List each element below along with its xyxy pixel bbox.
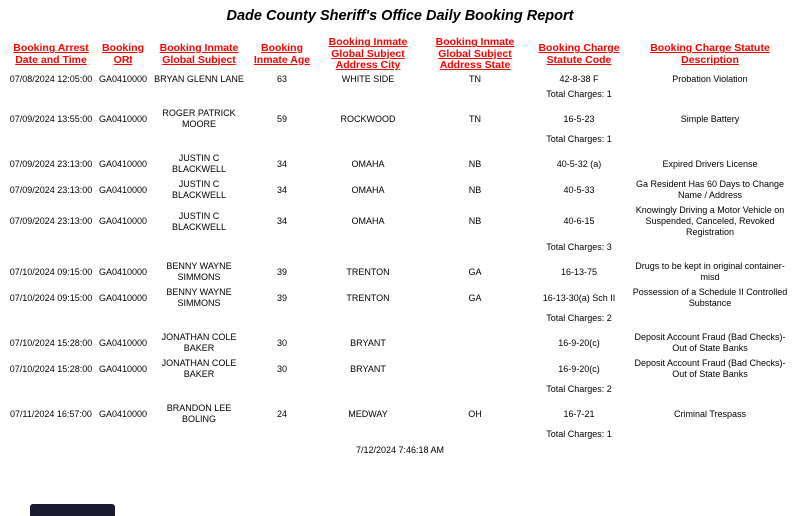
cell-desc: Knowingly Driving a Motor Vehicle on Suspended, Canceled, Revoked Registration xyxy=(635,205,785,237)
total-charges-row xyxy=(7,427,800,442)
cell-desc: Probation Violation xyxy=(672,74,748,84)
cell-name: BENNY WAYNE SIMMONS xyxy=(166,287,232,308)
background-window-fragment xyxy=(30,504,115,516)
cell-name: JUSTIN C BLACKWELL xyxy=(171,210,227,232)
cell-state: NB xyxy=(468,216,482,226)
cell-city: WHITE SIDE xyxy=(341,74,395,84)
cell-ori: GA0410000 xyxy=(98,184,148,195)
table-header-row xyxy=(7,37,800,72)
cell-age: 34 xyxy=(276,216,287,226)
cell-age: 34 xyxy=(276,184,287,195)
cell-arrest: 07/10/2024 09:15:00 xyxy=(9,266,93,277)
column-header-age: Booking Inmate Age xyxy=(253,42,311,66)
cell-arrest: 07/08/2024 12:05:00 xyxy=(9,74,93,84)
booking-charge-row xyxy=(7,401,800,427)
column-header-ori: Booking ORI xyxy=(102,42,144,66)
cell-arrest: 07/10/2024 09:15:00 xyxy=(9,292,93,303)
cell-city: TRENTON xyxy=(346,266,390,277)
booking-charge-row xyxy=(7,330,800,356)
report-generated-timestamp: 7/12/2024 7:46:18 AM xyxy=(355,445,445,455)
total-charges-row xyxy=(7,382,800,397)
cell-state: NB xyxy=(468,158,482,169)
report-rows xyxy=(0,72,800,442)
cell-age: 59 xyxy=(276,113,287,124)
cell-name: BENNY WAYNE SIMMONS xyxy=(166,261,232,282)
cell-desc: Deposit Account Fraud (Bad Checks)- Out of State Banks xyxy=(634,358,786,379)
cell-city: OMAHA xyxy=(351,158,385,169)
total-charges-row xyxy=(7,87,800,102)
booking-charge-row xyxy=(7,151,800,177)
total-charges-label: Total Charges: 1 xyxy=(546,429,612,439)
cell-city: MEDWAY xyxy=(348,408,388,419)
cell-age: 39 xyxy=(276,292,287,303)
cell-state: GA xyxy=(468,266,482,277)
cell-code: 40-6-15 xyxy=(563,216,595,226)
cell-city: BRYANT xyxy=(350,337,386,348)
cell-arrest: 07/09/2024 13:55:00 xyxy=(9,113,93,124)
cell-state: GA xyxy=(468,292,482,303)
cell-city: OMAHA xyxy=(351,184,385,195)
cell-ori: GA0410000 xyxy=(98,216,148,226)
cell-name: JUSTIN C BLACKWELL xyxy=(171,153,227,174)
cell-desc: Drugs to be kept in original container-misd xyxy=(635,261,785,282)
booking-charge-row xyxy=(7,106,800,132)
cell-name: JONATHAN COLE BAKER xyxy=(161,358,237,379)
booking-charge-row xyxy=(7,356,800,382)
cell-city: ROCKWOOD xyxy=(340,113,396,124)
cell-state: TN xyxy=(469,74,481,84)
cell-code: 16-5-23 xyxy=(563,113,595,124)
cell-name: JONATHAN COLE BAKER xyxy=(161,332,237,353)
cell-ori: GA0410000 xyxy=(98,113,148,124)
total-charges-label: Total Charges: 2 xyxy=(546,313,612,323)
total-charges-row xyxy=(7,311,800,326)
cell-code: 16-9-20(c) xyxy=(558,363,600,374)
report-title: Dade County Sheriff's Office Daily Booking Report xyxy=(226,8,574,24)
total-charges-label: Total Charges: 2 xyxy=(546,384,612,394)
column-header-desc: Booking Charge Statute Description xyxy=(650,42,770,66)
cell-state: NB xyxy=(468,184,482,195)
cell-desc: Ga Resident Has 60 Days to Change Name / Address xyxy=(635,179,785,200)
cell-code: 16-13-30(a) Sch II xyxy=(542,292,616,303)
cell-desc: Simple Battery xyxy=(680,113,740,124)
cell-age: 30 xyxy=(276,337,287,348)
cell-code: 40-5-32 (a) xyxy=(556,158,602,169)
cell-desc: Possession of a Schedule II Controlled Substance xyxy=(632,287,788,308)
column-header-state: Booking Inmate Global Subject Address State xyxy=(435,36,515,72)
cell-age: 30 xyxy=(276,363,287,374)
cell-arrest: 07/10/2024 15:28:00 xyxy=(9,363,93,374)
cell-state: TN xyxy=(469,113,481,124)
cell-city: OMAHA xyxy=(351,216,385,226)
cell-arrest: 07/10/2024 15:28:00 xyxy=(9,337,93,348)
cell-ori: GA0410000 xyxy=(98,292,148,303)
cell-name: BRYAN GLENN LANE xyxy=(154,74,244,84)
column-header-city: Booking Inmate Global Subject Address City xyxy=(328,36,408,72)
total-charges-row xyxy=(7,132,800,147)
cell-ori: GA0410000 xyxy=(98,158,148,169)
total-charges-label: Total Charges: 1 xyxy=(546,134,612,144)
cell-ori: GA0410000 xyxy=(98,363,148,374)
booking-charge-row xyxy=(7,285,800,311)
cell-desc: Deposit Account Fraud (Bad Checks)- Out of State Banks xyxy=(634,332,786,353)
booking-charge-row xyxy=(7,72,800,87)
cell-name: JUSTIN C BLACKWELL xyxy=(171,179,227,200)
total-charges-row xyxy=(7,240,800,255)
cell-desc: Criminal Trespass xyxy=(673,408,747,419)
cell-arrest: 07/09/2024 23:13:00 xyxy=(9,216,93,226)
cell-ori: GA0410000 xyxy=(98,266,148,277)
total-charges-label: Total Charges: 3 xyxy=(546,242,612,252)
column-header-arrest: Booking Arrest Date and Time xyxy=(13,42,89,66)
total-charges-label: Total Charges: 1 xyxy=(546,89,612,99)
cell-code: 16-7-21 xyxy=(563,408,595,419)
cell-age: 24 xyxy=(276,408,287,419)
cell-code: 42-8-38 F xyxy=(559,74,599,84)
cell-age: 34 xyxy=(276,158,287,169)
cell-name: ROGER PATRICK MOORE xyxy=(162,108,236,129)
cell-state: OH xyxy=(468,408,482,419)
cell-code: 16-13-75 xyxy=(560,266,598,277)
cell-ori: GA0410000 xyxy=(98,337,148,348)
cell-code: 16-9-20(c) xyxy=(558,337,600,348)
booking-charge-row xyxy=(7,203,800,240)
column-header-code: Booking Charge Statute Code xyxy=(538,42,620,66)
cell-age: 63 xyxy=(276,74,287,84)
cell-city: TRENTON xyxy=(346,292,390,303)
cell-code: 40-5-33 xyxy=(563,184,595,195)
cell-ori: GA0410000 xyxy=(98,408,148,419)
booking-charge-row xyxy=(7,177,800,203)
cell-ori: GA0410000 xyxy=(98,74,148,84)
cell-arrest: 07/09/2024 23:13:00 xyxy=(9,158,93,169)
cell-age: 39 xyxy=(276,266,287,277)
booking-charge-row xyxy=(7,259,800,285)
cell-name: BRANDON LEE BOLING xyxy=(166,403,232,424)
cell-arrest: 07/09/2024 23:13:00 xyxy=(9,184,93,195)
column-header-name: Booking Inmate Global Subject xyxy=(159,42,239,66)
cell-city: BRYANT xyxy=(350,363,386,374)
cell-arrest: 07/11/2024 16:57:00 xyxy=(10,408,92,419)
cell-desc: Expired Drivers License xyxy=(662,158,758,169)
